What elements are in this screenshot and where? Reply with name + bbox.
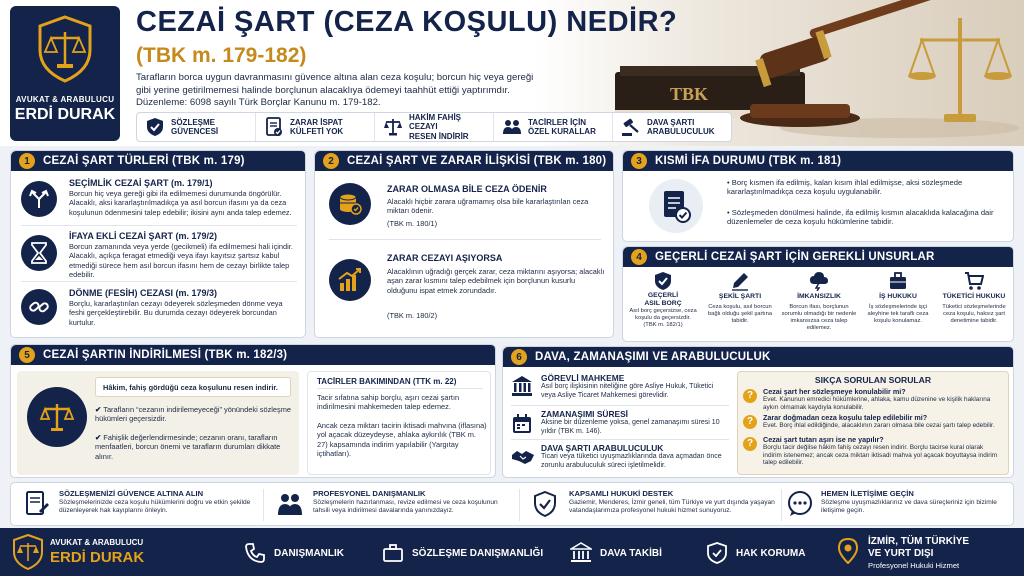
faq-question: Cezai şart tutarı aşırı ise ne yapılır? (763, 435, 884, 444)
footer-brand-line1: AVUKAT & ARABULUCU (50, 538, 144, 547)
shield-check-icon (706, 542, 728, 564)
footer-link-contract[interactable] (382, 542, 543, 564)
shield-check-icon (533, 491, 557, 517)
chip-merchants (494, 113, 613, 141)
litigation-title: GÖREVLİ MAHKEME (541, 373, 625, 383)
section-title: CEZAİ ŞART VE ZARAR İLİŞKİSİ (TBK m. 180) (347, 155, 607, 167)
shield-check-icon (145, 117, 165, 137)
footer-tagline: Profesyonel Hukuki Hizmet (868, 561, 960, 570)
element-column (781, 271, 857, 341)
section-header (11, 151, 306, 171)
relation-text: Alacaklının uğradığı gerçek zarar, ceza miktarını aşıyorsa; alacaklı aşan zarar kısmını talep edebilmek için borçlunun kusurlu olduğunu ispat etmek zorundadır. (387, 267, 605, 295)
element-column (937, 271, 1011, 341)
chip-contract-security (137, 113, 256, 141)
document-check-icon (649, 179, 703, 233)
element-column (627, 271, 699, 341)
section-number: 3 (631, 153, 647, 169)
footer-link-label: SÖZLEŞME DANIŞMANLIĞI (412, 547, 544, 559)
broken-chain-icon (21, 289, 57, 325)
reduction-check (95, 433, 293, 461)
faq-answer: Evet. Borç ihlal edildiğinde, alacaklının zararı olmasa bile cezai şartı talep edebilir. (763, 422, 995, 429)
footer-link-label: HAK KORUMA (736, 547, 806, 559)
service-item[interactable] (787, 487, 1009, 523)
chip-no-proof-burden (256, 113, 375, 141)
type-text: Borçlu, kararlaştırılan cezayı ödeyerek sözleşmeden dönme veya feshi gerçekleştirebilir. Bu durumda cezayı ödeyerek borcundan kurtulur. (69, 299, 283, 327)
people-icon (502, 117, 522, 137)
element-text: Tüketici sözleşmelerinde ceza koşulu, haksız şart denetimine tabidir. (942, 304, 1006, 324)
chip-label: SÖZLEŞME GÜVENCESİ (171, 117, 219, 136)
faq-answer: Evet. Kanunun emredici hükümlerine, ahlaka, kamu düzenine ve kişilik haklarına aykırı olmamak kaydıyla konulabilir. (763, 396, 991, 411)
divider (317, 388, 483, 389)
service-text: Sözleşmelerin hazırlanması, revize edilmesi ve ceza koşulunun tahsili veya indirilmesi davalarında yanınızdayız. (313, 499, 498, 514)
type-title: SEÇİMLİK CEZAİ ŞART (m. 179/1) (69, 178, 213, 188)
service-item (269, 487, 513, 523)
chip-mediation (613, 113, 731, 141)
service-text: Sözleşme uyuşmazlıklarınız ve dava süreçleriniz için bizimle iletişime geçin. (821, 499, 997, 514)
section-number: 6 (511, 349, 527, 365)
type-text: Borcun zamanında veya yerde (gecikmeli) ifa edilmemesi hali içindir. Alacaklı, açıkça feragat etmediği veya ifayı kayıtsız şartsız kabul etmediği sürece hem asıl borcun ifasını hem de cezayı birlikte talep edebilir. (69, 242, 293, 280)
calendar-icon (511, 413, 533, 435)
location-pin-icon (838, 538, 858, 564)
section-number: 2 (323, 153, 339, 169)
faq-answer: Borçlu tacir değilse hâkim fahiş cezayı resen indirir. Borçlu tacirse kural olarak indirim istenemez; ancak ceza miktarı iktisadi mahva yol açacak boyuttaysa indirim talep edilebilir. (763, 444, 998, 467)
section-valid-elements (622, 246, 1014, 342)
services-strip (10, 482, 1014, 526)
rising-chart-icon (329, 259, 371, 301)
section-title: DAVA, ZAMANAŞIMI VE ARABULUCULUK (535, 351, 771, 363)
question-icon: ? (743, 437, 757, 451)
partial-bullet-text: Sözleşmeden dönülmesi halinde, ifa edilmiş kısmın alacaklıda kalacağına dair düzenlemeler de ceza koşulu hükümlerine tabidir. (727, 208, 994, 227)
coins-icon (329, 183, 371, 225)
faq-item[interactable] (743, 387, 1005, 413)
chip-label: ZARAR İSPAT KÜLFETİ YOK (290, 117, 344, 136)
footer-link-label: DAVA TAKİBİ (600, 547, 662, 559)
pen-icon (730, 271, 750, 291)
logo (10, 6, 120, 141)
faq-title: SIKÇA SORULAN SORULAR (814, 375, 932, 385)
element-text: Ceza koşulu, asıl borcun bağlı olduğu şekil şartına tabidir. (707, 304, 773, 324)
divider (329, 239, 601, 240)
element-title: TÜKETİCİ HUKUKU (942, 293, 1006, 300)
partial-bullet-text: Borç kısmen ifa edilmiş, kalan kısım ihlal edilmişse, aksi sözleşmede kararlaştırılmadıkça ceza koşulu uygulanabilir. (727, 178, 963, 197)
section-number: 1 (19, 153, 35, 169)
scales-shield-icon (12, 534, 44, 570)
chip-label: DAVA ŞARTI ARABULUCULUK (647, 117, 715, 136)
faq-item[interactable] (743, 413, 1005, 435)
service-item (525, 487, 775, 523)
type-title: İFAYA EKLİ CEZAİ ŞART (m. 179/2) (69, 231, 218, 241)
section-header (623, 247, 1014, 267)
partial-bullet: • Sözleşmeden dönülmesi halinde, ifa edilmiş kısmın alacaklıda kalacağına dair düzenlemeler de ceza koşulu hükümlerine tabidir. (727, 208, 994, 227)
litigation-text: Aksine bir düzenleme yoksa, genel zamanaşımı süresi 10 yıldır (TBK m. 146). (541, 419, 720, 435)
type-text: Borcun hiç veya gereği gibi ifa edilmemesi durumunda öngörülür. Alacaklı, aksi kararlaştırılmadıkça ya asıl borcun ifasını ya da ceza koşulunun ödenmesini talep edebilir; ikisini aynı anda talep edemez. (69, 189, 292, 217)
chip-label: HAKİM FAHİŞ CEZAYI RESEN İNDİRİR (409, 112, 469, 141)
logo-name: ERDİ DURAK (14, 106, 116, 123)
section-litigation (502, 346, 1014, 478)
element-text: İş sözleşmelerinde işçi aleyhine tek taraflı ceza koşulu konulamaz. (867, 304, 929, 324)
type-title: DÖNME (FESİH) CEZASI (m. 179/3) (69, 288, 218, 298)
footer-brand-line2: ERDİ DURAK (50, 549, 145, 566)
hourglass-icon (21, 235, 57, 271)
reduction-check-text: Fahişlik değerlendirmesinde; cezanın oranı, tarafların menfaatleri, borcun önemi ve tarafların durumları dikkate alınır. (95, 433, 281, 461)
faq-question: Zarar doğmadan ceza koşulu talep edilebilir mi? (763, 413, 928, 422)
page-title: CEZAİ ŞART (CEZA KOŞULU) NEDİR? (136, 6, 678, 38)
section-penalty-damage (314, 150, 614, 338)
element-text: Borcun ifası, borçlunun sorumlu olmadığı bir nedenle imkansızsa ceza talep edilemez. (781, 304, 857, 331)
merchant-text: Tacir sıfatına sahip borçlu, aşırı cezai şartın indirilmesini mahkemeden talep edemez. (317, 393, 460, 412)
partial-bullet: • Borç kısmen ifa edilmiş, kalan kısım ihlal edilmişse, aksi sözleşmede kararlaştırılmadıkça ceza koşulu uygulanabilir. (727, 178, 963, 197)
section-header (315, 151, 614, 171)
chip-label: TACİRLER İÇİN ÖZEL KURALLAR (528, 117, 596, 136)
phone-icon (244, 542, 266, 564)
faq-question: Cezai şart her sözleşmeye konulabilir mi? (763, 387, 906, 396)
briefcase-icon (382, 542, 404, 564)
courthouse-icon (570, 542, 592, 564)
shield-icon (653, 271, 673, 291)
header (0, 0, 1024, 146)
page-subtitle: (TBK m. 179-182) (136, 44, 307, 67)
intro-text: Tarafların borca uygun davranmasını güvence altına alan ceza koşulu; borcun hiç veya gereği gibi yerine getirilmemesi halinde borçlunun alacaklıya ödemeyi taahhüt ettiği yaptırımdır. Düzenleme: 6098 sayılı Türk Borçlar Kanunu m. 179-182. (136, 72, 534, 108)
footer-link-label: DANIŞMANLIK (274, 547, 344, 559)
element-title: İMKANSIZLIK (797, 293, 841, 300)
section-number: 4 (631, 249, 647, 265)
footer-link-consulting[interactable] (244, 542, 344, 564)
chat-icon (787, 491, 813, 517)
section-number: 5 (19, 347, 35, 363)
element-title: GEÇERLİ ASIL BORÇ (644, 292, 682, 307)
briefcase-icon (888, 271, 908, 291)
element-text: Asıl borç geçersizse, ceza koşulu da geçersizdir. (TBK m. 182/1) (629, 308, 697, 328)
section-header (623, 151, 1014, 171)
divider (21, 281, 297, 282)
section-title: CEZAİ ŞART TÜRLERİ (TBK m. 179) (43, 155, 245, 167)
scales-icon (383, 117, 403, 137)
section-header (503, 347, 1014, 367)
relation-text: Alacaklı hiçbir zarara uğramamış olsa bile kararlaştırılan ceza miktarı ödenir. (387, 197, 589, 216)
footer-location-line2: VE YURT DIŞI (868, 548, 934, 559)
faq-item[interactable] (743, 435, 1005, 473)
contract-icon (25, 491, 49, 517)
section-title: KISMİ İFA DURUMU (TBK m. 181) (655, 155, 842, 167)
question-icon: ? (743, 415, 757, 429)
service-title: HEMEN İLETİŞİME GEÇİN (821, 489, 914, 498)
footer (0, 528, 1024, 576)
question-icon: ? (743, 389, 757, 403)
consultant-icon (277, 491, 303, 517)
element-title: İŞ HUKUKU (879, 293, 917, 300)
feature-chips (136, 112, 732, 142)
divider (781, 489, 782, 521)
storm-cloud-icon (809, 271, 829, 291)
section-title: CEZAİ ŞARTIN İNDİRİLMESİ (TBK m. 182/3) (43, 349, 288, 361)
chip-judge-reduces (375, 113, 494, 141)
logo-subtitle: AVUKAT & ARABULUCU (15, 95, 115, 104)
divider (511, 439, 729, 440)
litigation-title: ZAMANAŞIMI SÜRESİ (541, 409, 629, 419)
book-label: TBK (670, 84, 709, 104)
litigation-title: DAVA ŞARTI ARABULUCULUK (541, 443, 664, 453)
section-title: GEÇERLİ CEZAİ ŞART İÇİN GEREKLİ UNSURLAR (655, 251, 935, 263)
gavel-icon (621, 117, 641, 137)
courthouse-icon (511, 375, 533, 397)
scales-icon (27, 387, 87, 447)
footer-link-rights[interactable] (706, 542, 805, 564)
service-text: Sözleşmelerinizde ceza koşulu hükümlerini doğru ve etkin şekilde düzenleyerek hak kayıplarını önleyin. (59, 499, 251, 514)
service-title: KAPSAMLI HUKUKİ DESTEK (569, 489, 674, 498)
divider (21, 225, 297, 226)
choice-arrows-icon (21, 181, 57, 217)
litigation-text: Ticari veya tüketici uyuşmazlıklarında dava açmadan önce zorunlu arabuluculuk süreci işletilmelidir. (541, 453, 722, 469)
reduction-check-text: Tarafların “cezanın indirilemeyeceği” yönündeki sözleşme hükümleri geçersizdir. (95, 405, 291, 424)
relation-title: ZARAR OLMASA BİLE CEZA ÖDENİR (387, 184, 547, 194)
relation-ref: (TBK m. 180/1) (387, 219, 438, 228)
service-item (19, 487, 259, 523)
reduction-lead: Hâkim, fahiş gördüğü ceza koşulunu resen indirir. (103, 383, 278, 392)
footer-link-litigation[interactable] (570, 542, 662, 564)
divider (511, 405, 729, 406)
service-text: Gaziemir, Menderes, İzmir geneli, tüm Türkiye ve yurt dışında yaşayan vatandaşlarımıza profesyonel hukuki hizmet sunuyoruz. (569, 499, 775, 514)
element-column (703, 271, 777, 341)
merchant-title: TACİRLER BAKIMINDAN (TTK m. 22) (317, 377, 457, 386)
service-title: PROFESYONEL DANIŞMANLIK (313, 489, 426, 498)
cart-icon (964, 271, 984, 291)
element-title: ŞEKİL ŞARTI (718, 293, 762, 300)
handshake-icon (511, 447, 535, 467)
divider (519, 489, 520, 521)
litigation-text: Asıl borç ilişkisinin niteliğine göre Asliye Hukuk, Tüketici veya Asliye Ticaret Mahkemesi görevlidir. (541, 383, 714, 399)
service-title: SÖZLEŞMENİZİ GÜVENCE ALTINA ALIN (59, 489, 204, 498)
check-icon: ✔ (95, 433, 104, 442)
footer-location-line1: İZMİR, TÜM TÜRKİYE (868, 536, 970, 547)
element-column (861, 271, 935, 341)
check-icon: ✔ (95, 405, 104, 414)
section-penalty-types (10, 150, 306, 338)
section-reduction (10, 344, 496, 478)
reduction-check (95, 405, 293, 424)
merchant-text: Ancak ceza miktarı tacirin iktisadi mahvına (iflasına) yol açacak düzeydeyse, ahlaka aykırılık (TBK m. 27) kapsamında indirim yapılabilir (Yargıtay içtihatları). (317, 421, 487, 459)
scales-shield-icon (35, 14, 95, 84)
relation-title: ZARAR CEZAYI AŞIYORSA (387, 253, 503, 263)
divider (263, 489, 264, 521)
relation-ref: (TBK m. 180/2) (387, 311, 438, 320)
section-partial-performance (622, 150, 1014, 242)
document-check-icon (264, 117, 284, 137)
section-header (11, 345, 496, 365)
